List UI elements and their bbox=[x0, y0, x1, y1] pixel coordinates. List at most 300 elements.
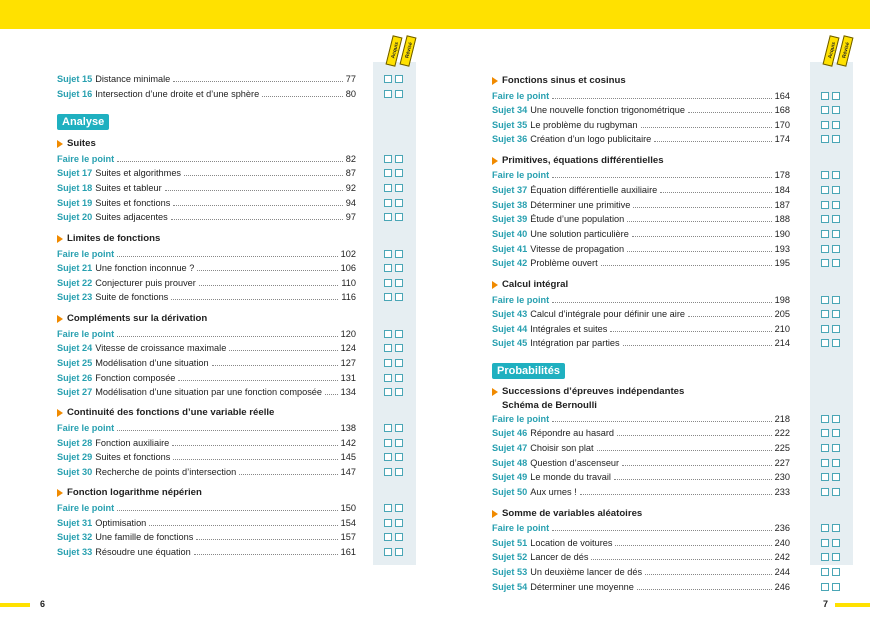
checkbox-pair bbox=[384, 250, 403, 258]
page-ref: 210 bbox=[774, 324, 790, 334]
toc-faire-le-point[interactable] bbox=[57, 501, 356, 515]
toc-entry[interactable] bbox=[57, 516, 356, 530]
subject-title: Suites et fonctions bbox=[95, 452, 171, 462]
dot-leader bbox=[615, 545, 771, 546]
subject-title: Une famille de fonctions bbox=[95, 532, 194, 542]
acquis-checkbox[interactable] bbox=[821, 259, 829, 267]
toc-entry[interactable] bbox=[492, 256, 790, 270]
acquis-checkbox[interactable] bbox=[821, 488, 829, 496]
faire-le-point-label: Faire le point bbox=[57, 329, 115, 339]
toc-entry[interactable] bbox=[492, 485, 790, 499]
revise-checkbox[interactable] bbox=[395, 264, 403, 272]
revise-checkbox[interactable] bbox=[395, 155, 403, 163]
faire-le-point-label: Faire le point bbox=[57, 503, 115, 513]
toc-entry[interactable] bbox=[492, 441, 790, 455]
tag-revise-left: Révisé bbox=[400, 35, 417, 67]
section-title: Compléments sur la dérivation bbox=[67, 313, 208, 324]
dot-leader bbox=[688, 316, 772, 317]
acquis-checkbox[interactable] bbox=[821, 539, 829, 547]
checkbox-pair bbox=[821, 171, 840, 179]
acquis-checkbox[interactable] bbox=[821, 568, 829, 576]
acquis-checkbox[interactable] bbox=[384, 264, 392, 272]
revise-checkbox[interactable] bbox=[395, 504, 403, 512]
revise-checkbox[interactable] bbox=[395, 75, 403, 83]
revise-checkbox[interactable] bbox=[832, 201, 840, 209]
section-heading bbox=[492, 278, 568, 292]
revise-checkbox[interactable] bbox=[395, 90, 403, 98]
dot-leader bbox=[173, 205, 342, 206]
subject-label: Sujet 34 bbox=[492, 105, 528, 115]
arrow-bullet-icon bbox=[57, 235, 63, 243]
subject-label: Sujet 18 bbox=[57, 183, 93, 193]
section-title-block bbox=[502, 154, 664, 168]
revise-checkbox[interactable] bbox=[832, 553, 840, 561]
revise-checkbox[interactable] bbox=[395, 468, 403, 476]
toc-entry[interactable] bbox=[492, 550, 790, 564]
toc-entry[interactable] bbox=[57, 276, 356, 290]
revise-checkbox[interactable] bbox=[832, 135, 840, 143]
dot-leader bbox=[325, 394, 338, 395]
toc-entry[interactable] bbox=[492, 198, 790, 212]
subject-title: Déterminer une moyenne bbox=[530, 582, 634, 592]
checkbox-pair bbox=[821, 310, 840, 318]
subject-label: Sujet 51 bbox=[492, 538, 528, 548]
checkbox-pair bbox=[821, 92, 840, 100]
revise-checkbox[interactable] bbox=[395, 279, 403, 287]
revise-checkbox[interactable] bbox=[395, 439, 403, 447]
revise-checkbox[interactable] bbox=[395, 250, 403, 258]
toc-entry[interactable] bbox=[57, 181, 356, 195]
toc-entry[interactable] bbox=[492, 456, 790, 470]
subject-label: Sujet 45 bbox=[492, 338, 528, 348]
revise-checkbox[interactable] bbox=[395, 293, 403, 301]
toc-entry[interactable] bbox=[57, 166, 356, 180]
page-ref: 184 bbox=[774, 185, 790, 195]
acquis-checkbox[interactable] bbox=[821, 415, 829, 423]
subject-title: Déterminer une primitive bbox=[530, 200, 631, 210]
subject-label: Sujet 31 bbox=[57, 518, 93, 528]
arrow-bullet-icon bbox=[492, 77, 498, 85]
page-ref: 127 bbox=[340, 358, 356, 368]
revise-checkbox[interactable] bbox=[395, 374, 403, 382]
revise-checkbox[interactable] bbox=[832, 568, 840, 576]
checkbox-pair bbox=[821, 296, 840, 304]
toc-entry[interactable] bbox=[57, 371, 356, 385]
revise-checkbox[interactable] bbox=[832, 325, 840, 333]
revise-checkbox[interactable] bbox=[395, 359, 403, 367]
toc-entry[interactable] bbox=[492, 426, 790, 440]
dot-leader bbox=[637, 589, 772, 590]
acquis-checkbox[interactable] bbox=[384, 199, 392, 207]
checkbox-pair bbox=[821, 429, 840, 437]
revise-checkbox[interactable] bbox=[395, 388, 403, 396]
checkbox-pair bbox=[384, 293, 403, 301]
subject-title: Une solution particulière bbox=[530, 229, 629, 239]
subject-label: Sujet 26 bbox=[57, 373, 93, 383]
toc-entry[interactable] bbox=[57, 530, 356, 544]
page-ref: 198 bbox=[774, 295, 790, 305]
subject-title: Suites et tableur bbox=[95, 183, 162, 193]
dot-leader bbox=[654, 141, 771, 142]
toc-entry[interactable] bbox=[57, 356, 356, 370]
dot-leader bbox=[196, 539, 337, 540]
section-title-block bbox=[67, 232, 160, 246]
dot-leader bbox=[212, 365, 338, 366]
checkbox-pair bbox=[821, 186, 840, 194]
toc-entry[interactable] bbox=[57, 545, 356, 559]
page-ref: 178 bbox=[774, 170, 790, 180]
section-heading bbox=[57, 137, 96, 151]
faire-le-point-label: Faire le point bbox=[492, 170, 550, 180]
acquis-checkbox[interactable] bbox=[821, 186, 829, 194]
revise-checkbox[interactable] bbox=[832, 539, 840, 547]
acquis-checkbox[interactable] bbox=[384, 439, 392, 447]
toc-faire-le-point[interactable] bbox=[492, 89, 790, 103]
revise-checkbox[interactable] bbox=[832, 245, 840, 253]
arrow-bullet-icon bbox=[57, 489, 63, 497]
revise-checkbox[interactable] bbox=[832, 444, 840, 452]
toc-entry[interactable] bbox=[492, 103, 790, 117]
page-ref: 97 bbox=[345, 212, 356, 222]
faire-le-point-label: Faire le point bbox=[492, 295, 550, 305]
checkbox-pair bbox=[384, 90, 403, 98]
revise-checkbox[interactable] bbox=[832, 415, 840, 423]
acquis-checkbox[interactable] bbox=[821, 121, 829, 129]
acquis-checkbox[interactable] bbox=[821, 230, 829, 238]
subject-label: Sujet 32 bbox=[57, 532, 93, 542]
revise-checkbox[interactable] bbox=[832, 230, 840, 238]
revise-checkbox[interactable] bbox=[832, 171, 840, 179]
section-title-block bbox=[67, 406, 274, 420]
checkbox-pair bbox=[384, 169, 403, 177]
checkbox-pair bbox=[821, 473, 840, 481]
dot-leader bbox=[184, 175, 343, 176]
acquis-checkbox[interactable] bbox=[821, 459, 829, 467]
acquis-checkbox[interactable] bbox=[384, 250, 392, 258]
dot-leader bbox=[641, 127, 772, 128]
faire-le-point-label: Faire le point bbox=[492, 523, 550, 533]
acquis-checkbox[interactable] bbox=[384, 293, 392, 301]
checkbox-pair bbox=[821, 553, 840, 561]
toc-entry[interactable] bbox=[492, 336, 790, 350]
subject-title: Conjecturer puis prouver bbox=[95, 278, 196, 288]
section-title-block bbox=[502, 74, 626, 88]
arrow-bullet-icon bbox=[492, 388, 498, 396]
toc-entry[interactable] bbox=[492, 470, 790, 484]
acquis-checkbox[interactable] bbox=[384, 468, 392, 476]
toc-faire-le-point[interactable] bbox=[57, 152, 356, 166]
acquis-checkbox[interactable] bbox=[821, 215, 829, 223]
revise-checkbox[interactable] bbox=[395, 424, 403, 432]
subject-label: Sujet 37 bbox=[492, 185, 528, 195]
checkbox-pair bbox=[384, 264, 403, 272]
revise-checkbox[interactable] bbox=[395, 213, 403, 221]
revise-checkbox[interactable] bbox=[395, 199, 403, 207]
page-ref: 168 bbox=[774, 105, 790, 115]
section-title: Fonctions sinus et cosinus bbox=[502, 75, 626, 86]
acquis-checkbox[interactable] bbox=[384, 453, 392, 461]
subject-title: Création d’un logo publicitaire bbox=[530, 134, 652, 144]
subject-title: Calcul d’intégrale pour définir une aire bbox=[530, 309, 685, 319]
toc-entry[interactable] bbox=[57, 87, 356, 101]
revise-checkbox[interactable] bbox=[832, 121, 840, 129]
acquis-checkbox[interactable] bbox=[821, 201, 829, 209]
subject-title: Optimisation bbox=[95, 518, 147, 528]
toc-faire-le-point[interactable] bbox=[492, 412, 790, 426]
subject-label: Sujet 19 bbox=[57, 198, 93, 208]
acquis-checkbox[interactable] bbox=[384, 330, 392, 338]
checkbox-pair bbox=[384, 155, 403, 163]
toc-entry[interactable] bbox=[57, 465, 356, 479]
subject-label: Sujet 41 bbox=[492, 244, 528, 254]
acquis-checkbox[interactable] bbox=[821, 473, 829, 481]
subject-title: Une fonction inconnue ? bbox=[95, 263, 195, 273]
checkbox-pair bbox=[384, 279, 403, 287]
toc-entry[interactable] bbox=[57, 196, 356, 210]
checkbox-pair bbox=[821, 121, 840, 129]
subject-title: Modélisation d’une situation bbox=[95, 358, 209, 368]
dot-leader bbox=[199, 285, 339, 286]
subject-title: Distance minimale bbox=[95, 74, 171, 84]
revise-checkbox[interactable] bbox=[395, 453, 403, 461]
checkbox-pair bbox=[821, 339, 840, 347]
toc-entry[interactable] bbox=[57, 261, 356, 275]
page-ref: 138 bbox=[340, 423, 356, 433]
dot-leader bbox=[117, 256, 337, 257]
acquis-checkbox[interactable] bbox=[384, 519, 392, 527]
checkbox-pair bbox=[821, 259, 840, 267]
acquis-checkbox[interactable] bbox=[821, 524, 829, 532]
acquis-checkbox[interactable] bbox=[384, 533, 392, 541]
subject-title: Suites et algorithmes bbox=[95, 168, 182, 178]
toc-entry[interactable] bbox=[57, 436, 356, 450]
acquis-checkbox[interactable] bbox=[384, 184, 392, 192]
page-ref: 195 bbox=[774, 258, 790, 268]
subject-label: Sujet 29 bbox=[57, 452, 93, 462]
subject-title: Aux urnes ! bbox=[530, 487, 577, 497]
subject-label: Sujet 48 bbox=[492, 458, 528, 468]
revise-checkbox[interactable] bbox=[832, 459, 840, 467]
page-ref: 116 bbox=[341, 292, 356, 302]
acquis-checkbox[interactable] bbox=[821, 135, 829, 143]
toc-faire-le-point[interactable] bbox=[57, 421, 356, 435]
dot-leader bbox=[601, 265, 772, 266]
acquis-checkbox[interactable] bbox=[384, 344, 392, 352]
revise-checkbox[interactable] bbox=[395, 169, 403, 177]
revise-checkbox[interactable] bbox=[395, 184, 403, 192]
toc-entry[interactable] bbox=[492, 212, 790, 226]
toc-entry[interactable] bbox=[57, 450, 356, 464]
dot-leader bbox=[580, 494, 772, 495]
toc-entry[interactable] bbox=[492, 118, 790, 132]
acquis-checkbox[interactable] bbox=[821, 339, 829, 347]
toc-entry[interactable] bbox=[492, 565, 790, 579]
checkbox-pair bbox=[384, 388, 403, 396]
checkbox-pair bbox=[821, 583, 840, 591]
toc-faire-le-point[interactable] bbox=[492, 293, 790, 307]
page-ref: 187 bbox=[774, 200, 790, 210]
section-title-block bbox=[67, 312, 207, 326]
toc-faire-le-point[interactable] bbox=[492, 521, 790, 535]
acquis-checkbox[interactable] bbox=[384, 374, 392, 382]
dot-leader bbox=[172, 445, 337, 446]
section-heading bbox=[57, 312, 207, 326]
subject-label: Sujet 24 bbox=[57, 343, 93, 353]
revise-checkbox[interactable] bbox=[395, 330, 403, 338]
page-ref: 110 bbox=[341, 278, 356, 288]
acquis-checkbox[interactable] bbox=[821, 245, 829, 253]
checkbox-pair bbox=[821, 539, 840, 547]
arrow-bullet-icon bbox=[492, 281, 498, 289]
revise-checkbox[interactable] bbox=[832, 310, 840, 318]
revise-checkbox[interactable] bbox=[832, 92, 840, 100]
subject-label: Sujet 30 bbox=[57, 467, 93, 477]
revise-checkbox[interactable] bbox=[832, 106, 840, 114]
acquis-checkbox[interactable] bbox=[821, 296, 829, 304]
subject-title: Une nouvelle fonction trigonométrique bbox=[530, 105, 685, 115]
tag-acquis-left: Acquis bbox=[386, 35, 403, 67]
toc-entry[interactable] bbox=[492, 183, 790, 197]
dot-leader bbox=[149, 525, 337, 526]
acquis-checkbox[interactable] bbox=[821, 429, 829, 437]
arrow-bullet-icon bbox=[57, 409, 63, 417]
acquis-checkbox[interactable] bbox=[384, 548, 392, 556]
page-ref: 214 bbox=[774, 338, 790, 348]
revise-checkbox[interactable] bbox=[832, 259, 840, 267]
toc-entry[interactable] bbox=[492, 242, 790, 256]
checkbox-pair bbox=[821, 135, 840, 143]
dot-leader bbox=[622, 465, 772, 466]
revise-checkbox[interactable] bbox=[832, 215, 840, 223]
subject-label: Sujet 39 bbox=[492, 214, 528, 224]
tag-revise-right: Révisé bbox=[837, 35, 854, 67]
checkbox-pair bbox=[821, 230, 840, 238]
subject-label: Sujet 49 bbox=[492, 472, 528, 482]
bottom-strip-right bbox=[835, 603, 870, 607]
checkbox-pair bbox=[384, 184, 403, 192]
section-heading bbox=[492, 74, 626, 88]
subject-label: Sujet 20 bbox=[57, 212, 93, 222]
page-ref: 170 bbox=[774, 120, 790, 130]
checkbox-pair bbox=[384, 75, 403, 83]
subject-title: Répondre au hasard bbox=[530, 428, 615, 438]
subject-label: Sujet 21 bbox=[57, 263, 93, 273]
acquis-checkbox[interactable] bbox=[821, 310, 829, 318]
revise-checkbox[interactable] bbox=[832, 429, 840, 437]
acquis-checkbox[interactable] bbox=[384, 90, 392, 98]
toc-entry[interactable] bbox=[492, 307, 790, 321]
dot-leader bbox=[660, 192, 771, 193]
dot-leader bbox=[645, 574, 772, 575]
page-number-right: 7 bbox=[823, 599, 829, 609]
revise-checkbox[interactable] bbox=[832, 583, 840, 591]
toc-entry[interactable] bbox=[57, 290, 356, 304]
subject-label: Sujet 47 bbox=[492, 443, 528, 453]
toc-entry[interactable] bbox=[57, 72, 356, 86]
dot-leader bbox=[617, 435, 772, 436]
toc-faire-le-point[interactable] bbox=[57, 327, 356, 341]
toc-entry[interactable] bbox=[492, 536, 790, 550]
arrow-bullet-icon bbox=[492, 157, 498, 165]
page-ref: 145 bbox=[340, 452, 356, 462]
subject-label: Sujet 38 bbox=[492, 200, 528, 210]
dot-leader bbox=[688, 112, 772, 113]
toc-entry[interactable] bbox=[57, 210, 356, 224]
subject-label: Sujet 44 bbox=[492, 324, 528, 334]
revise-checkbox[interactable] bbox=[832, 296, 840, 304]
acquis-checkbox[interactable] bbox=[821, 553, 829, 561]
acquis-checkbox[interactable] bbox=[384, 75, 392, 83]
revise-checkbox[interactable] bbox=[395, 548, 403, 556]
subject-title: Suites adjacentes bbox=[95, 212, 168, 222]
acquis-checkbox[interactable] bbox=[821, 171, 829, 179]
toc-entry[interactable] bbox=[492, 322, 790, 336]
checkbox-pair bbox=[821, 106, 840, 114]
revise-checkbox[interactable] bbox=[395, 344, 403, 352]
section-heading bbox=[57, 232, 160, 246]
acquis-checkbox[interactable] bbox=[384, 424, 392, 432]
toc-entry[interactable] bbox=[57, 385, 356, 399]
section-title: Primitives, équations différentielles bbox=[502, 155, 664, 166]
toc-faire-le-point[interactable] bbox=[57, 247, 356, 261]
subject-title: Résoudre une équation bbox=[95, 547, 191, 557]
acquis-checkbox[interactable] bbox=[821, 444, 829, 452]
page-ref: 142 bbox=[340, 438, 356, 448]
toc-entry[interactable] bbox=[492, 132, 790, 146]
dot-leader bbox=[165, 190, 343, 191]
subject-title: Étude d’une population bbox=[530, 214, 625, 224]
revise-checkbox[interactable] bbox=[395, 533, 403, 541]
revise-checkbox[interactable] bbox=[832, 339, 840, 347]
acquis-checkbox[interactable] bbox=[384, 279, 392, 287]
tag-acquis-right: Acquis bbox=[823, 35, 840, 67]
acquis-checkbox[interactable] bbox=[821, 325, 829, 333]
revise-checkbox[interactable] bbox=[832, 473, 840, 481]
dot-leader bbox=[632, 236, 772, 237]
acquis-checkbox[interactable] bbox=[384, 504, 392, 512]
section-title-block bbox=[67, 137, 96, 151]
dot-leader bbox=[552, 302, 771, 303]
acquis-checkbox[interactable] bbox=[821, 92, 829, 100]
dot-leader bbox=[197, 270, 337, 271]
toc-entry[interactable] bbox=[492, 227, 790, 241]
revise-checkbox[interactable] bbox=[395, 519, 403, 527]
page-ref: 218 bbox=[774, 414, 790, 424]
subject-label: Sujet 28 bbox=[57, 438, 93, 448]
revise-checkbox[interactable] bbox=[832, 488, 840, 496]
acquis-checkbox[interactable] bbox=[384, 169, 392, 177]
section-heading bbox=[492, 385, 684, 413]
subject-title: Le monde du travail bbox=[530, 472, 611, 482]
toc-entry[interactable] bbox=[57, 341, 356, 355]
acquis-checkbox[interactable] bbox=[821, 106, 829, 114]
checkbox-pair bbox=[821, 459, 840, 467]
acquis-checkbox[interactable] bbox=[384, 213, 392, 221]
acquis-checkbox[interactable] bbox=[384, 359, 392, 367]
revise-checkbox[interactable] bbox=[832, 186, 840, 194]
dot-leader bbox=[178, 380, 337, 381]
acquis-checkbox[interactable] bbox=[384, 155, 392, 163]
page-ref: 154 bbox=[340, 518, 356, 528]
acquis-checkbox[interactable] bbox=[821, 583, 829, 591]
toc-entry[interactable] bbox=[492, 580, 790, 594]
acquis-checkbox[interactable] bbox=[384, 388, 392, 396]
revise-checkbox[interactable] bbox=[832, 524, 840, 532]
toc-faire-le-point[interactable] bbox=[492, 168, 790, 182]
section-title: Limites de fonctions bbox=[67, 233, 161, 244]
section-title-line2: Schéma de Bernoulli bbox=[502, 400, 597, 411]
subject-label: Sujet 43 bbox=[492, 309, 528, 319]
